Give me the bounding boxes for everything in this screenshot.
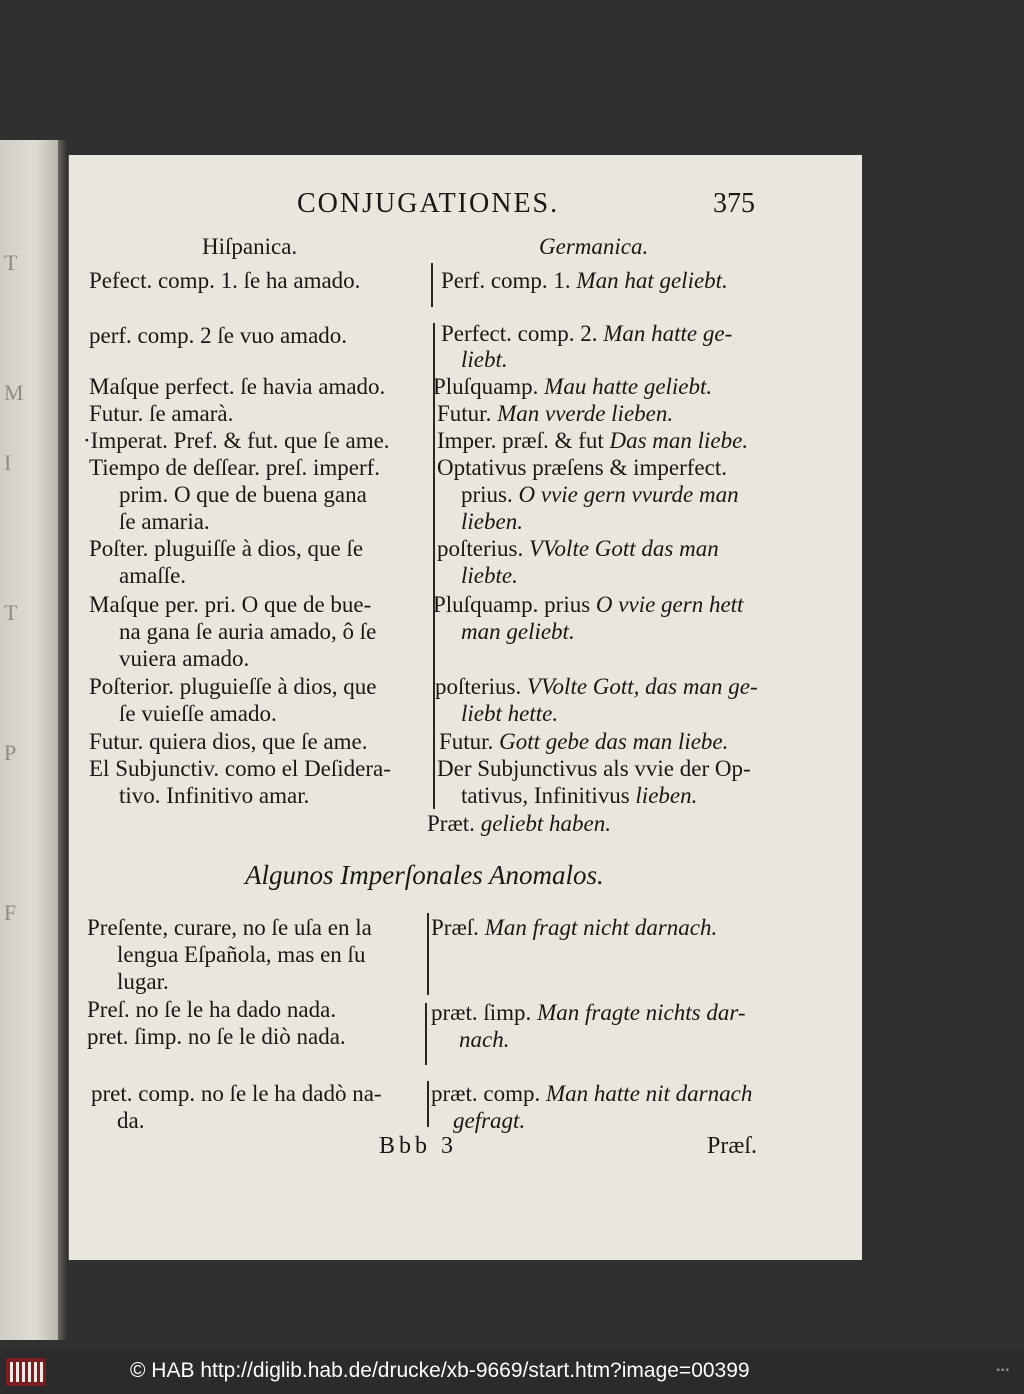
left-line: pret. comp. no ſe le ha dadò na- [91,1081,382,1106]
hab-logo-icon [6,1358,46,1386]
left-line: Preſente, curare, no ſe uſa en la [87,915,372,940]
column-rule [431,263,433,307]
left-line: Poſter. pluguiſſe à dios, que ſe [89,536,364,561]
right-line: Præſ. Man fragt nicht darnach. [431,915,718,940]
left-line: prim. O que de buena gana [119,482,367,507]
copyright-url[interactable]: © HAB http://diglib.hab.de/drucke/xb-9669/start.htm?image=00399 [130,1359,750,1382]
right-line: liebte. [461,563,518,588]
right-line: poſterius. VVolte Gott das man [437,536,719,561]
previous-page-edge: T M I T P F [0,140,58,1340]
right-line: lieben. [461,509,523,534]
right-line: præt. comp. Man hatte nit darnach [431,1081,753,1106]
left-line: ſe amaria. [119,509,210,534]
right-line: gefragt. [453,1108,526,1133]
left-line: El Subjunctiv. como el Deſidera- [89,756,391,781]
left-line: pret. ſimp. no ſe le diò nada. [87,1024,346,1049]
left-line: Maſque per. pri. O que de bue- [89,592,372,617]
left-line: ſe vuieſſe amado. [119,701,277,726]
left-line: na gana ſe auria amado, ô ſe [119,619,377,644]
footer-bar [0,1350,1024,1394]
right-line: nach. [459,1027,510,1052]
left-line: Futur. quiera dios, que ſe ame. [89,729,368,754]
section-title: Algunos Imperſonales Anomalos. [245,860,604,890]
left-column-heading: Hiſpanica. [202,234,298,259]
right-line: Der Subjunctivus als vvie der Op- [437,756,751,781]
right-line: poſterius. VVolte Gott, das man ge- [435,674,758,699]
column-rule [427,1081,429,1127]
right-line: liebt hette. [461,701,559,726]
catchword: Præſ. [707,1133,758,1159]
right-line: prius. O vvie gern vvurde man [461,482,739,507]
column-rule [425,1003,427,1065]
right-line: Futur. Man vverde lieben. [437,401,674,426]
right-line: man geliebt. [461,619,575,644]
right-line: Optativus præſens & imperfect. [437,455,727,480]
right-line: Futur. Gott gebe das man liebe. [439,729,729,754]
left-line: Maſque perfect. ſe havia amado. [89,374,386,399]
left-line: lengua Eſpañola, mas en ſu [117,942,366,967]
right-column-heading: Germanica. [539,234,649,259]
book-page [68,155,862,1260]
left-line: Tiempo de deſſear. preſ. imperf. [89,455,381,480]
right-line: præt. ſimp. Man fragte nichts dar- [431,1000,746,1025]
left-line: Pefect. comp. 1. ſe ha amado. [89,268,361,293]
right-line: Præt. geliebt haben. [427,811,611,836]
right-line: Perf. comp. 1. Man hat geliebt. [441,268,728,293]
left-line: Futur. ſe amarà. [89,401,234,426]
menu-dots-icon[interactable]: ▪▪▪ [996,1365,1010,1376]
left-line: da. [117,1108,145,1133]
left-line: perf. comp. 2 ſe vuo amado. [89,323,348,348]
left-line: Poſterior. pluguieſſe à dios, que [89,674,377,699]
signature-mark: Bbb 3 [379,1133,458,1159]
right-line: Perfect. comp. 2. Man hatte ge- [441,321,733,346]
column-rule [427,913,429,995]
left-line: amaſſe. [119,563,187,588]
right-line: Pluſquamp. Mau hatte geliebt. [433,374,713,399]
left-line: Preſ. no ſe le ha dado nada. [87,997,337,1022]
left-line: lugar. [117,969,169,994]
left-line: ·Imperat. Pref. & fut. que ſe ame. [83,428,390,453]
book-gutter [58,140,68,1340]
left-line: vuiera amado. [119,646,250,671]
page-number: 375 [713,188,755,219]
right-line: Pluſquamp. prius O vvie gern hett [433,592,744,617]
left-line: tivo. Infinitivo amar. [119,783,310,808]
right-line: Imper. præſ. & fut Das man liebe. [437,428,749,453]
right-line: tativus, Infinitivus lieben. [461,783,698,808]
running-head: CONJUGATIONES. [297,188,560,219]
right-line: liebt. [461,347,508,372]
